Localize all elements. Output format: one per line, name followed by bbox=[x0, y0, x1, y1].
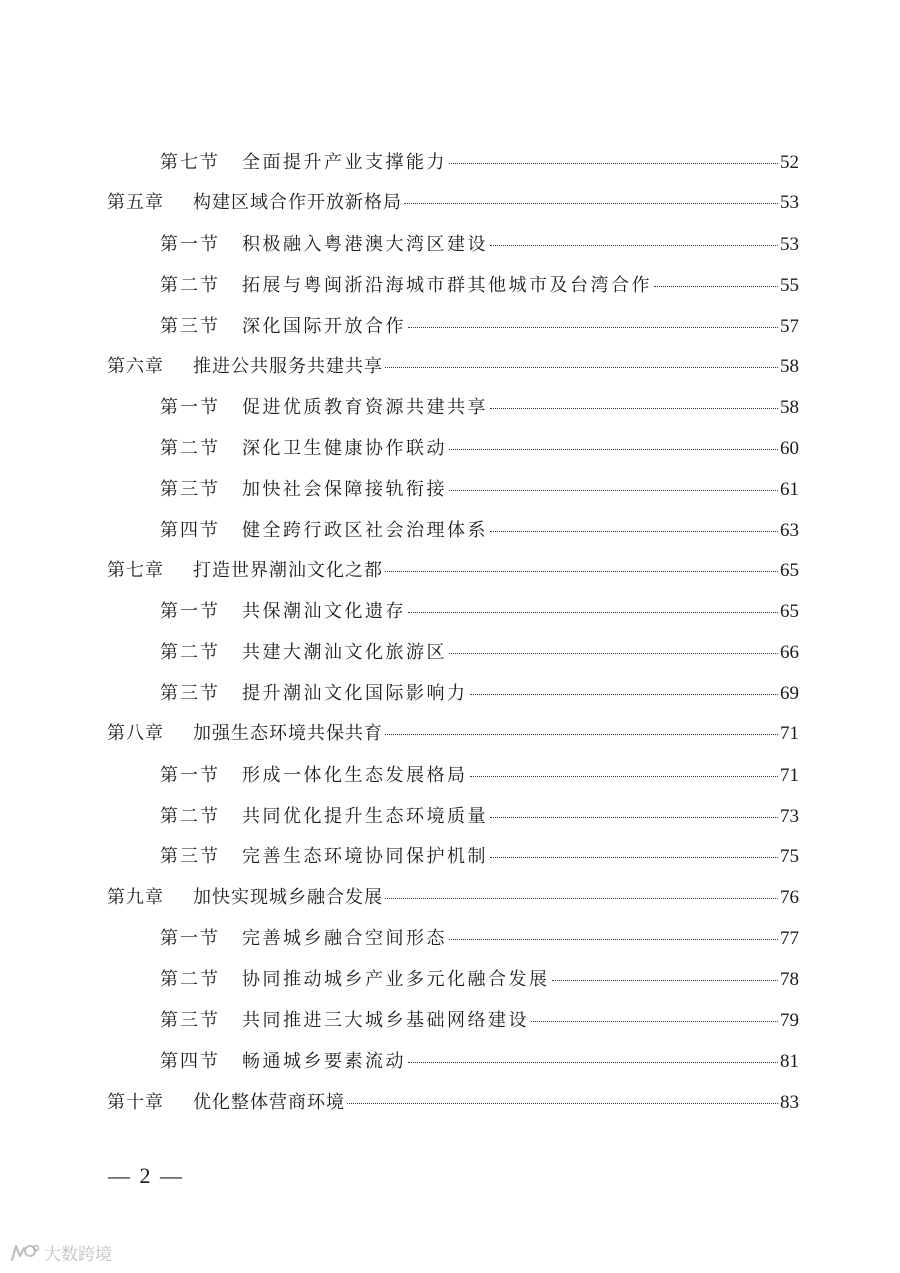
dot-leader bbox=[490, 530, 778, 532]
toc-entry-section[interactable] bbox=[160, 230, 799, 260]
toc-entry-title: 促进优质教育资源共建共享 bbox=[242, 397, 488, 418]
toc-entry-page: 53 bbox=[780, 234, 799, 255]
toc-entry-number: 第七节 bbox=[160, 152, 220, 173]
toc-entry-page: 78 bbox=[780, 969, 799, 990]
toc-entry-section[interactable] bbox=[160, 475, 799, 505]
toc-entry-title: 协同推动城乡产业多元化融合发展 bbox=[242, 969, 550, 990]
toc-entry-page: 55 bbox=[780, 275, 799, 296]
dot-leader bbox=[490, 816, 778, 818]
toc-entry-number: 第二节 bbox=[160, 642, 220, 663]
dot-leader bbox=[552, 979, 779, 981]
toc-entry-title: 积极融入粤港澳大湾区建设 bbox=[242, 234, 488, 255]
dot-leader bbox=[408, 326, 778, 328]
dot-leader bbox=[490, 856, 778, 858]
toc-entry-title: 全面提升产业支撑能力 bbox=[242, 152, 447, 173]
toc-entry-title: 共保潮汕文化遗存 bbox=[242, 601, 406, 622]
toc-entry-page: 79 bbox=[780, 1010, 799, 1031]
toc-entry-title: 健全跨行政区社会治理体系 bbox=[242, 520, 488, 541]
toc-entry-number: 第六章 bbox=[107, 356, 164, 377]
toc-entry-page: 73 bbox=[780, 806, 799, 827]
toc-entry-section[interactable] bbox=[160, 597, 799, 627]
toc-entry-title: 完善生态环境协同保护机制 bbox=[242, 846, 488, 867]
toc-entry-chapter[interactable] bbox=[107, 556, 799, 586]
dot-leader bbox=[385, 366, 778, 368]
dot-leader bbox=[470, 775, 779, 777]
toc-entry-section[interactable] bbox=[160, 1006, 799, 1036]
toc-entry-page: 53 bbox=[780, 192, 799, 213]
toc-entry-page: 57 bbox=[780, 316, 799, 337]
toc-entry-page: 81 bbox=[780, 1051, 799, 1072]
toc-entry-section[interactable] bbox=[160, 312, 799, 342]
toc-entry-title: 加快实现城乡融合发展 bbox=[193, 887, 383, 908]
dot-leader bbox=[490, 244, 778, 246]
toc-entry-number: 第二节 bbox=[160, 806, 220, 827]
toc-entry-title: 完善城乡融合空间形态 bbox=[242, 928, 447, 949]
toc-entry-title: 打造世界潮汕文化之都 bbox=[193, 560, 383, 581]
toc-entry-section[interactable] bbox=[160, 761, 799, 791]
dot-leader bbox=[490, 407, 778, 409]
toc-entry-section[interactable] bbox=[160, 1047, 799, 1077]
toc-entry-number: 第一节 bbox=[160, 601, 220, 622]
toc-entry-title: 推进公共服务共建共享 bbox=[193, 356, 383, 377]
dot-leader bbox=[408, 1061, 778, 1063]
toc-entry-title: 深化卫生健康协作联动 bbox=[242, 438, 447, 459]
dot-leader bbox=[531, 1020, 778, 1022]
toc-entry-chapter[interactable] bbox=[107, 719, 799, 749]
dot-leader bbox=[385, 733, 778, 735]
toc-entry-number: 第七章 bbox=[107, 560, 164, 581]
toc-entry-number: 第二节 bbox=[160, 969, 220, 990]
toc-entry-number: 第三节 bbox=[160, 846, 220, 867]
toc-entry-title: 共同优化提升生态环境质量 bbox=[242, 806, 488, 827]
toc-entry-number: 第二节 bbox=[160, 275, 220, 296]
toc-entry-section[interactable] bbox=[160, 842, 799, 872]
toc-entry-number: 第四节 bbox=[160, 1051, 220, 1072]
dot-leader bbox=[347, 1102, 778, 1104]
toc-entry-page: 52 bbox=[780, 152, 799, 173]
toc-entry-number: 第一节 bbox=[160, 397, 220, 418]
dot-leader bbox=[385, 897, 778, 899]
toc-entry-page: 58 bbox=[780, 356, 799, 377]
toc-entry-page: 63 bbox=[780, 520, 799, 541]
toc-entry-number: 第一节 bbox=[160, 765, 220, 786]
toc-entry-section[interactable] bbox=[160, 965, 799, 995]
dot-leader bbox=[654, 285, 778, 287]
toc-entry-page: 61 bbox=[780, 479, 799, 500]
toc-entry-number: 第二节 bbox=[160, 438, 220, 459]
toc-entry-page: 71 bbox=[780, 723, 799, 744]
dot-leader bbox=[449, 448, 778, 450]
toc-entry-title: 拓展与粤闽浙沿海城市群其他城市及台湾合作 bbox=[242, 275, 652, 296]
toc-entry-title: 加快社会保障接轨衔接 bbox=[242, 479, 447, 500]
watermark bbox=[10, 1240, 112, 1265]
toc-entry-number: 第三节 bbox=[160, 1010, 220, 1031]
dot-leader bbox=[408, 611, 778, 613]
dot-leader bbox=[404, 202, 778, 204]
watermark-logo-icon bbox=[10, 1242, 40, 1264]
toc-entry-page: 83 bbox=[780, 1092, 799, 1113]
toc-entry-page: 66 bbox=[780, 642, 799, 663]
toc-entry-page: 71 bbox=[780, 765, 799, 786]
toc-entry-section[interactable] bbox=[160, 434, 799, 464]
toc-entry-title: 深化国际开放合作 bbox=[242, 316, 406, 337]
toc-entry-title: 优化整体营商环境 bbox=[193, 1092, 345, 1113]
toc-entry-number: 第五章 bbox=[107, 192, 164, 213]
toc-entry-number: 第三节 bbox=[160, 683, 220, 704]
dot-leader bbox=[470, 693, 779, 695]
toc-entry-number: 第九章 bbox=[107, 887, 164, 908]
dot-leader bbox=[449, 938, 778, 940]
toc-entry-title: 共建大潮汕文化旅游区 bbox=[242, 642, 447, 663]
toc-entry-number: 第十章 bbox=[107, 1092, 164, 1113]
toc-entry-section[interactable] bbox=[160, 924, 799, 954]
toc-entry-section[interactable] bbox=[160, 638, 799, 668]
toc-entry-page: 60 bbox=[780, 438, 799, 459]
toc-entry-page: 65 bbox=[780, 601, 799, 622]
toc-entry-chapter[interactable] bbox=[107, 352, 799, 382]
toc-entry-page: 75 bbox=[780, 846, 799, 867]
toc-entry-title: 构建区域合作开放新格局 bbox=[193, 192, 402, 213]
toc-entry-number: 第一节 bbox=[160, 234, 220, 255]
toc-entry-page: 77 bbox=[780, 928, 799, 949]
toc-entry-section[interactable] bbox=[160, 516, 799, 546]
toc-entry-title: 提升潮汕文化国际影响力 bbox=[242, 683, 468, 704]
toc-entry-number: 第四节 bbox=[160, 520, 220, 541]
toc-entry-section[interactable] bbox=[160, 679, 799, 709]
toc-entry-number: 第三节 bbox=[160, 316, 220, 337]
toc-entry-section[interactable] bbox=[160, 802, 799, 832]
page-number: — 2 — bbox=[108, 1163, 184, 1188]
toc-entry-number: 第三节 bbox=[160, 479, 220, 500]
toc-entry-section[interactable] bbox=[160, 393, 799, 423]
dot-leader bbox=[449, 652, 778, 654]
toc-entry-chapter[interactable] bbox=[107, 1088, 799, 1118]
toc-entry-number: 第八章 bbox=[107, 723, 164, 744]
toc-entry-page: 69 bbox=[780, 683, 799, 704]
toc-entry-section[interactable] bbox=[160, 271, 799, 301]
watermark-text: 大数跨境 bbox=[44, 1245, 112, 1265]
toc-entry-page: 76 bbox=[780, 887, 799, 908]
toc-entry-title: 畅通城乡要素流动 bbox=[242, 1051, 406, 1072]
toc-entry-page: 65 bbox=[780, 560, 799, 581]
toc-entry-section[interactable] bbox=[160, 148, 799, 178]
dot-leader bbox=[449, 162, 778, 164]
toc-entry-chapter[interactable] bbox=[107, 188, 799, 218]
toc-entry-number: 第一节 bbox=[160, 928, 220, 949]
toc-entry-title: 加强生态环境共保共育 bbox=[193, 723, 383, 744]
toc-entry-chapter[interactable] bbox=[107, 883, 799, 913]
dot-leader bbox=[449, 489, 778, 491]
toc-entry-title: 共同推进三大城乡基础网络建设 bbox=[242, 1010, 529, 1031]
toc-entry-title: 形成一体化生态发展格局 bbox=[242, 765, 468, 786]
toc-entry-page: 58 bbox=[780, 397, 799, 418]
dot-leader bbox=[385, 570, 778, 572]
